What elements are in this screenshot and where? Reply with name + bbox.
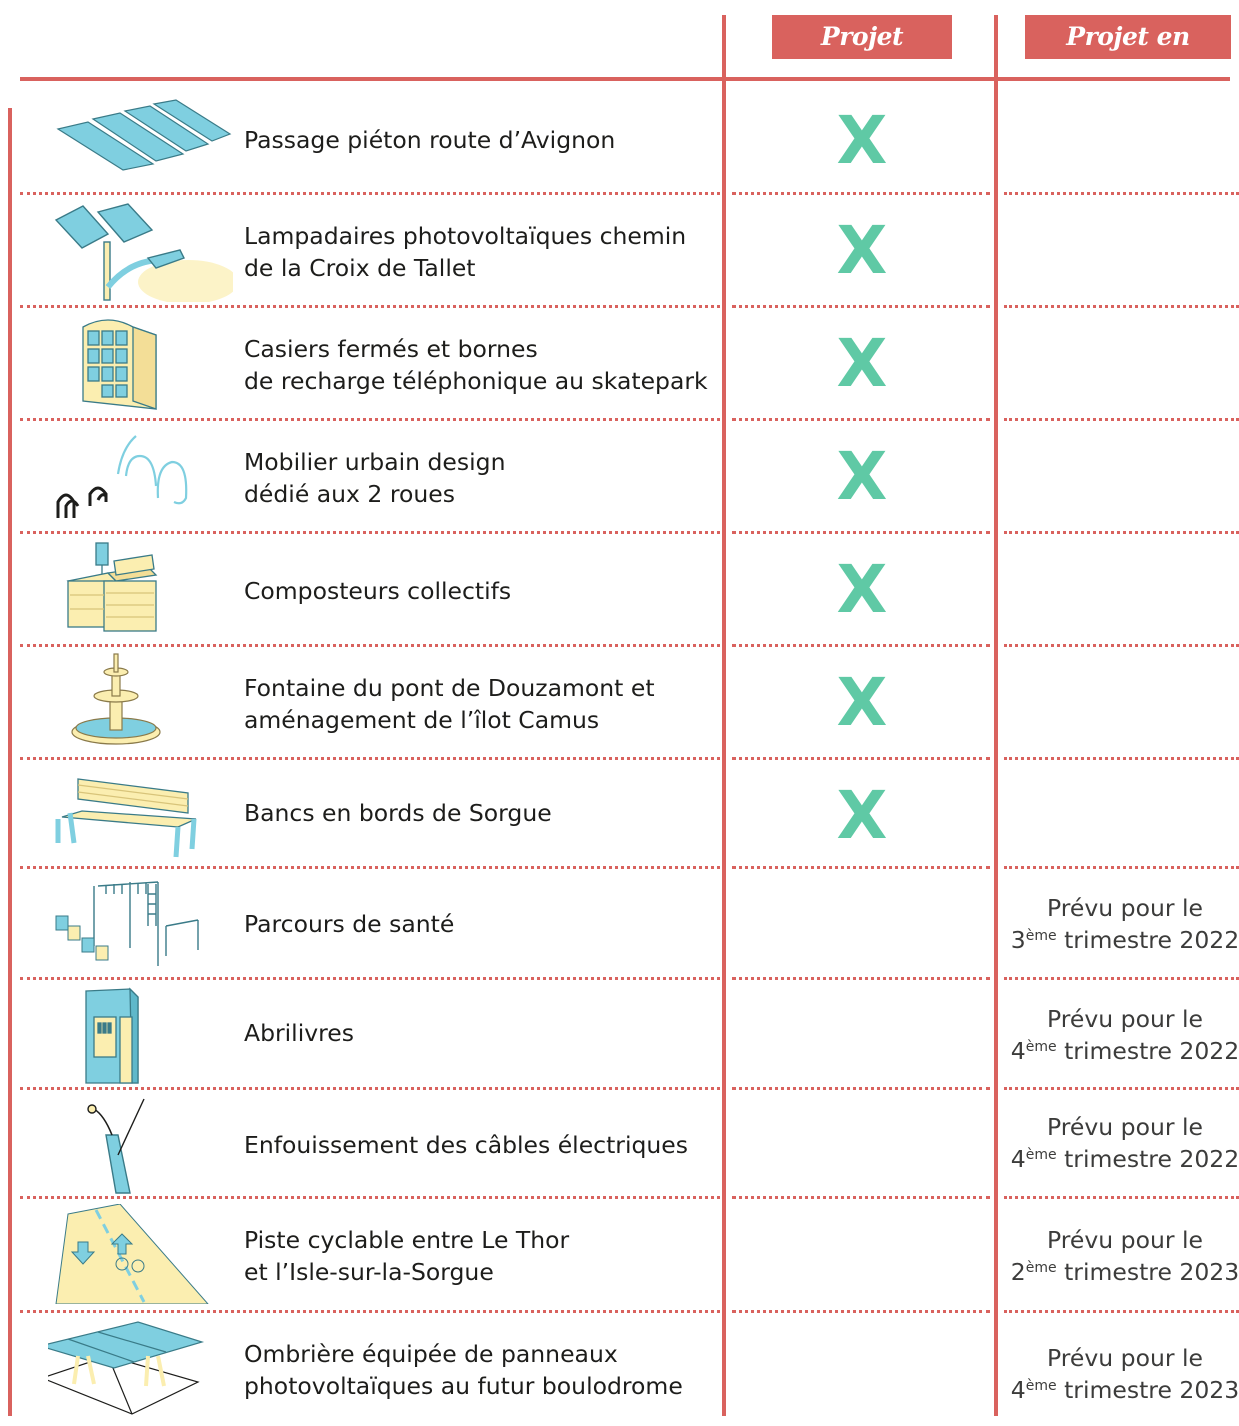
table-row bbox=[0, 196, 1239, 308]
planned-date: Prévu pour le 3ème trimestre 2022 bbox=[1010, 894, 1239, 954]
done-mark: X bbox=[836, 664, 888, 741]
row-separator bbox=[20, 305, 720, 308]
row-label: Enfouissement des câbles électriques bbox=[244, 1131, 688, 1159]
planned-date: Prévu pour le 4ème trimestre 2022 bbox=[1010, 1005, 1239, 1065]
done-mark: X bbox=[836, 212, 888, 289]
row-separator bbox=[732, 1310, 990, 1313]
row-separator bbox=[1004, 192, 1239, 195]
row-separator bbox=[1004, 757, 1239, 760]
row-separator bbox=[732, 757, 990, 760]
row-label: Passage piéton route d’Avignon bbox=[244, 126, 616, 154]
bike-rack-icon bbox=[48, 426, 233, 526]
row-label: Lampadaires photovoltaïques chemin de la Croix de Tallet bbox=[244, 222, 687, 282]
row-separator bbox=[1004, 1310, 1239, 1313]
row-separator bbox=[20, 1196, 720, 1199]
row-separator bbox=[20, 644, 720, 647]
crosswalk-icon bbox=[48, 84, 233, 184]
power-pole-icon bbox=[48, 1095, 233, 1195]
header-project-done: Projet bbox=[772, 15, 952, 59]
row-separator bbox=[20, 866, 720, 869]
composter-icon bbox=[48, 537, 233, 637]
done-mark: X bbox=[836, 325, 888, 402]
header-divider bbox=[20, 77, 1230, 81]
row-separator bbox=[20, 757, 720, 760]
done-mark: X bbox=[836, 102, 888, 179]
row-separator bbox=[732, 1087, 990, 1090]
table-row bbox=[0, 761, 1239, 873]
solar-canopy-icon bbox=[48, 1316, 233, 1416]
row-separator bbox=[732, 977, 990, 980]
row-separator bbox=[1004, 531, 1239, 534]
row-separator bbox=[1004, 1087, 1239, 1090]
row-label: Casiers fermés et bornes de recharge téléphonique au skatepark bbox=[244, 335, 708, 395]
done-mark: X bbox=[836, 777, 888, 854]
row-separator bbox=[732, 644, 990, 647]
done-mark: X bbox=[836, 551, 888, 628]
planned-date: Prévu pour le 4ème trimestre 2022 bbox=[1010, 1113, 1239, 1173]
row-label: Piste cyclable entre Le Thor et l’Isle-sur-la-Sorgue bbox=[244, 1226, 570, 1286]
table-row bbox=[0, 870, 1239, 982]
done-mark: X bbox=[836, 438, 888, 515]
table-row bbox=[0, 422, 1239, 534]
row-separator bbox=[1004, 644, 1239, 647]
row-label: Abrilivres bbox=[244, 1019, 354, 1047]
book-box-icon bbox=[48, 987, 233, 1087]
row-separator bbox=[732, 192, 990, 195]
fountain-icon bbox=[48, 650, 233, 750]
row-separator bbox=[732, 866, 990, 869]
row-separator bbox=[20, 1087, 720, 1090]
header-project-ongoing: Projet en bbox=[1025, 15, 1231, 59]
row-separator bbox=[1004, 418, 1239, 421]
row-separator bbox=[20, 977, 720, 980]
row-separator bbox=[1004, 305, 1239, 308]
locker-icon bbox=[48, 313, 233, 413]
solar-streetlight-icon bbox=[48, 202, 233, 302]
row-label: Fontaine du pont de Douzamont et aménagement de l’îlot Camus bbox=[244, 674, 655, 734]
fitness-trail-icon bbox=[48, 876, 233, 976]
planned-date: Prévu pour le 4ème trimestre 2023 bbox=[1010, 1344, 1239, 1404]
table-row bbox=[0, 84, 1239, 196]
row-separator bbox=[20, 1310, 720, 1313]
table-row bbox=[0, 981, 1239, 1093]
bench-icon bbox=[48, 765, 233, 865]
row-separator bbox=[732, 531, 990, 534]
table-row bbox=[0, 535, 1239, 647]
row-separator bbox=[732, 418, 990, 421]
row-label: Mobilier urbain design dédié aux 2 roues bbox=[244, 448, 506, 508]
row-label: Parcours de santé bbox=[244, 910, 455, 938]
row-separator bbox=[732, 305, 990, 308]
row-label: Composteurs collectifs bbox=[244, 577, 512, 605]
table-row bbox=[0, 1200, 1239, 1312]
planned-date: Prévu pour le 2ème trimestre 2023 bbox=[1010, 1226, 1239, 1286]
row-separator bbox=[20, 531, 720, 534]
table-row bbox=[0, 1091, 1239, 1203]
row-separator bbox=[1004, 977, 1239, 980]
table-row bbox=[0, 309, 1239, 421]
row-separator bbox=[1004, 866, 1239, 869]
table-row bbox=[0, 1314, 1239, 1426]
table-row bbox=[0, 648, 1239, 760]
row-label: Bancs en bords de Sorgue bbox=[244, 799, 552, 827]
row-separator bbox=[1004, 1196, 1239, 1199]
bike-lane-icon bbox=[48, 1204, 233, 1304]
row-separator bbox=[20, 192, 720, 195]
row-label: Ombrière équipée de panneaux photovoltaïques au futur boulodrome bbox=[244, 1340, 683, 1400]
row-separator bbox=[732, 1196, 990, 1199]
row-separator bbox=[20, 418, 720, 421]
